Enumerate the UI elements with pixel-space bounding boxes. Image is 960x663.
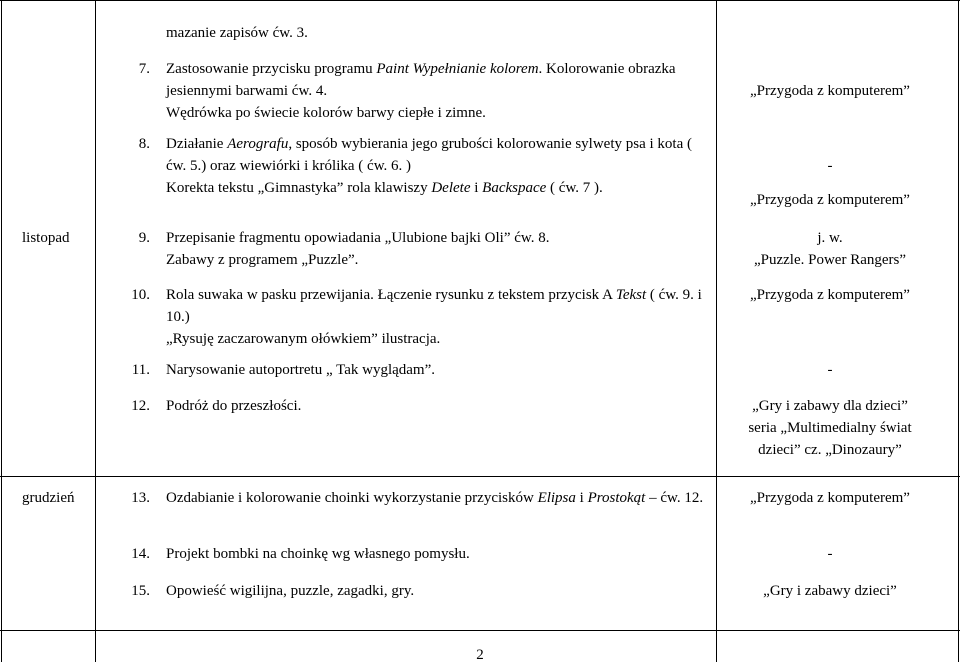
row-number: 11.: [131, 362, 150, 378]
month-label-listopad: listopad: [22, 230, 70, 246]
row-program-dash: -: [827, 362, 833, 378]
row-program-dash: -: [827, 158, 833, 174]
row-content-14: Projekt bombki na choinkę wg własnego pomysłu.: [166, 546, 470, 562]
row-content-8: Działanie Aerografu, sposób wybierania jego grubości kolorowanie sylwety psa i kota ( ćw. 5.) oraz wiewiórki i królika ( ćw. 6. ) Korekta tekstu „Gimnastyka” rola klawiszy Delete i Backspace ( ćw. 7 ).: [166, 136, 692, 196]
row-program-dash: -: [827, 546, 833, 562]
row-program: „Gry i zabawy dzieci”: [763, 583, 897, 599]
row-number: 7.: [138, 61, 150, 77]
row-content-9: Przepisanie fragmentu opowiadania „Ulubione bajki Oli” ćw. 8. Zabawy z programem „Puzzle”.: [166, 230, 550, 268]
row-number: 15.: [131, 583, 150, 599]
row-content-continuation: mazanie zapisów ćw. 3.: [166, 25, 308, 41]
row-number: 14.: [131, 546, 150, 562]
row-program: „Przygoda z komputerem”: [750, 287, 910, 303]
row-program: j. w. „Puzzle. Power Rangers”: [753, 230, 907, 268]
left-border: [1, 0, 2, 662]
row-number: 9.: [138, 230, 150, 246]
top-border: [0, 0, 960, 1]
content-divider: [716, 0, 717, 662]
row-program: „Gry i zabawy dla dzieci” seria „Multimedialny świat dzieci” cz. „Dinozaury”: [748, 398, 912, 458]
row-content-15: Opowieść wigilijna, puzzle, zagadki, gry.: [166, 583, 415, 599]
row-number: 10.: [131, 287, 150, 303]
row-content-12: Podróż do przeszłości.: [166, 398, 302, 414]
page-number: 2: [476, 647, 484, 663]
bottom-border: [0, 630, 960, 631]
row-program: „Przygoda z komputerem”: [750, 192, 910, 208]
row-program: „Przygoda z komputerem”: [750, 490, 910, 506]
row-content-11: Narysowanie autoportretu „ Tak wyglądam”.: [166, 362, 435, 378]
month-divider: [95, 0, 96, 662]
row-program: „Przygoda z komputerem”: [750, 83, 910, 99]
month-separator: [0, 476, 960, 477]
row-content-13: Ozdabianie i kolorowanie choinki wykorzystanie przycisków Elipsa i Prostokąt – ćw. 12.: [166, 490, 704, 506]
row-number: 8.: [138, 136, 150, 152]
row-number: 13.: [131, 490, 150, 506]
right-border: [958, 0, 959, 662]
row-content-10: Rola suwaka w pasku przewijania. Łączenie rysunku z tekstem przycisk A Tekst ( ćw. 9. i 10.) „Rysuję zaczarowanym ołówkiem” ilustracja.: [166, 287, 702, 347]
row-number: 12.: [131, 398, 150, 414]
row-content-7: Zastosowanie przycisku programu Paint Wypełnianie kolorem. Kolorowanie obrazka jesiennymi barwami ćw. 4. Wędrówka po świecie kolorów barwy ciepłe i zimne.: [166, 61, 676, 121]
month-label-grudzien: grudzień: [22, 490, 75, 506]
